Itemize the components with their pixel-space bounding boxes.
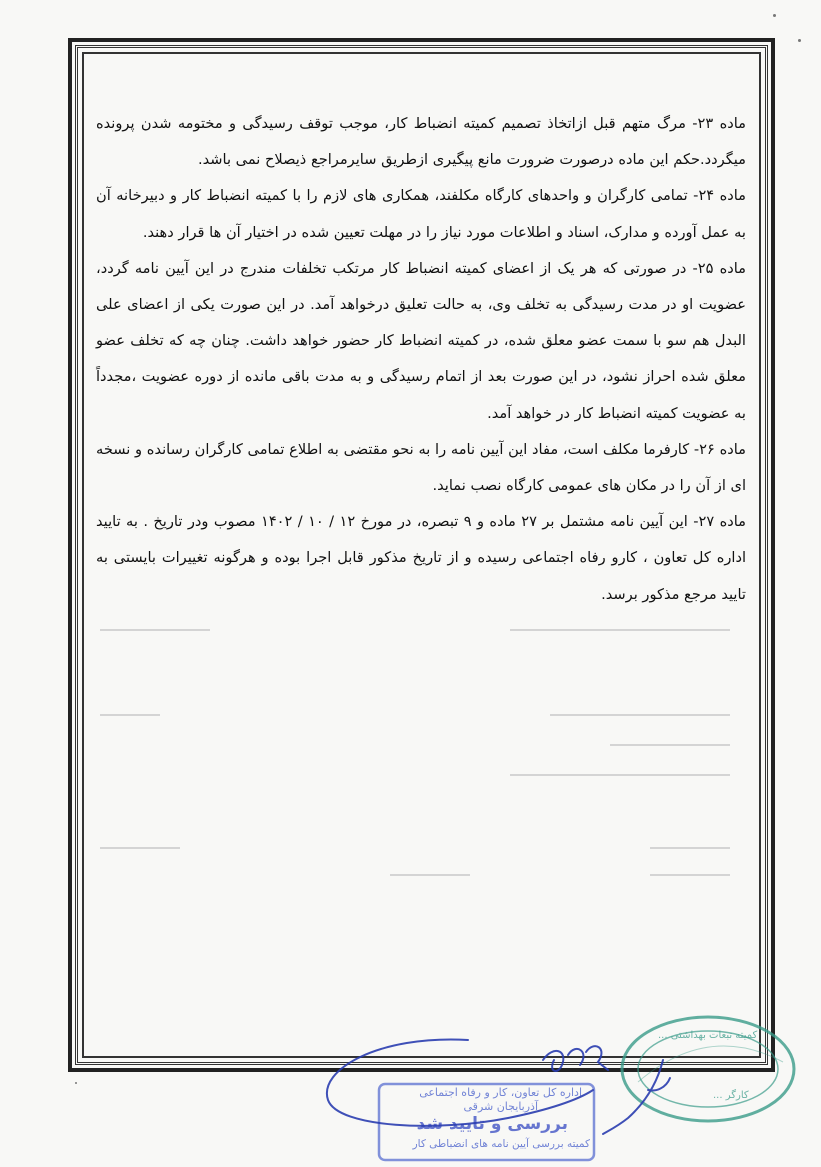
green-stamp-line2: کارگر ... — [713, 1090, 749, 1101]
scan-speck — [773, 14, 776, 17]
blue-stamp-line1: اداره کل تعاون، کار و رفاه اجتماعی — [419, 1086, 582, 1099]
show-through-marks — [90, 600, 750, 900]
article-25: ماده ۲۵- در صورتی که هر یک از اعضای کمیته انضباط کار مرتکب تخلفات مندرج در این آیین نامه گردد، عضویت او در مدت رسیدگی به تخلف وی، به حالت تعلیق درخواهد آمد. در این صورت یکی از اعضای علی البدل هم سو با سمت عضو معلق شده، در کمیته انضباط کار حضور خواهد داشت. چنان چه که تخلف عضو معلق شده احراز نشود، در این صورت بعد از اتمام رسیدگی و به مدت باقی مانده از دوره عضویت ،مجدداً به عضویت کمیته انضباط کار در خواهد آمد. — [96, 259, 746, 422]
blue-stamp-line4: کمیته بررسی آیین نامه های انضباطی کار — [412, 1138, 590, 1150]
scan-speck — [75, 1082, 77, 1084]
scan-speck — [798, 39, 801, 42]
document-body — [96, 106, 746, 613]
article-26: ماده ۲۶- کارفرما مکلف است، مفاد این آیین نامه را به نحو مقتضی به اطلاع تمامی کارگران رسانده و نسخه ای از آن را در مکان های عمومی کارگاه نصب نماید. — [96, 440, 746, 495]
blue-stamp-line3: بررسی و تایید شد — [416, 1114, 568, 1134]
article-23: ماده ۲۳- مرگ متهم قبل ازاتخاذ تصمیم کمیته انضباط کار، موجب توقف رسیدگی و مختومه شدن پرونده میگردد.حکم این ماده درصورت ضرورت مانع پیگیری ازطریق سایرمراجع ذیصلاح نمی باشد. — [96, 115, 746, 169]
article-24: ماده ۲۴- تمامی کارگران و واحدهای کارگاه مکلفند، همکاری های لازم را با کمیته انضباط کار و دبیرخانه آن به عمل آورده و مدارک، اسناد و اطلاعات مورد نیاز را در مهلت تعیین شده در اختیار آن ها قرار دهند. — [96, 187, 746, 241]
article-27: ماده ۲۷- این آیین نامه مشتمل بر ۲۷ ماده و ۹ تبصره، در مورخ ۱۲ / ۱۰ / ۱۴۰۲ مصوب ودر تاریخ . به تایید اداره کل تعاون ، کارو رفاه اجتماعی رسیده و از تاریخ مذکور قابل اجرا بوده و هرگونه تغییرات بایستی به تایید مرجع مذکور برسد. — [96, 513, 747, 603]
handwritten-signature — [318, 1030, 698, 1150]
blue-stamp-line2: آذربایجان شرقی — [463, 1100, 538, 1113]
green-stamp-line1: کمیته تبعات بهداشتی ... — [658, 1030, 758, 1041]
